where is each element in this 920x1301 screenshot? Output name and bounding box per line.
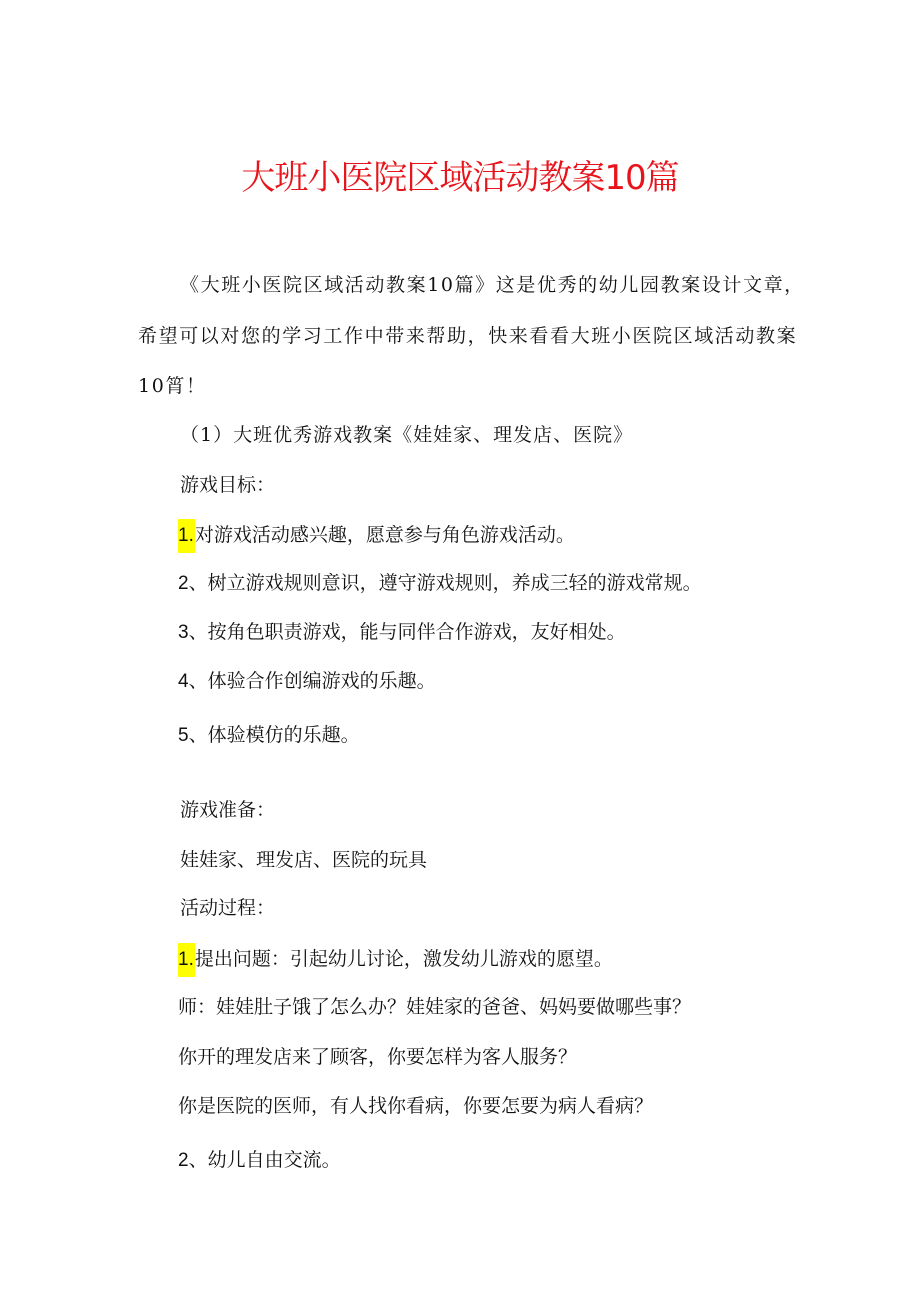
process-step-number: 1. bbox=[178, 943, 195, 977]
process-line: 师：娃娃肚子饿了怎么办？娃娃家的爸爸、妈妈要做哪些事？ bbox=[178, 996, 692, 1018]
goal-item bbox=[178, 617, 626, 648]
intro-line-2: 希望可以对您的学习工作中带来帮助，快来看看大班小医院区域活动教案 bbox=[138, 325, 798, 347]
process-step-text: 提出问题：引起幼儿讨论，激发幼儿游戏的愿望。 bbox=[194, 948, 613, 970]
process-line: 你开的理发店来了顾客，你要怎样为客人服务？ bbox=[178, 1046, 578, 1068]
goal-item-text: 对游戏活动感兴趣，愿意参与角色游戏活动。 bbox=[194, 524, 575, 546]
goal-item bbox=[178, 519, 575, 553]
preparation-heading: 游戏准备： bbox=[180, 799, 276, 821]
process-step-text: 幼儿自由交流。 bbox=[207, 1149, 341, 1171]
goal-item-text: 体验模仿的乐趣。 bbox=[207, 724, 360, 746]
goals-heading: 游戏目标： bbox=[180, 474, 276, 496]
goal-item bbox=[178, 568, 702, 599]
goal-item bbox=[178, 720, 360, 751]
process-step bbox=[178, 943, 613, 977]
goal-item-number: 3、 bbox=[178, 622, 208, 643]
goal-item-number: 2、 bbox=[178, 573, 208, 594]
process-line: 你是医院的医师，有人找你看病，你要怎要为病人看病？ bbox=[178, 1095, 654, 1117]
goal-item-number: 4、 bbox=[178, 671, 208, 692]
intro-line-1: 《大班小医院区域活动教案10篇》这是优秀的幼儿园教案设计文章， bbox=[180, 274, 805, 296]
section-heading: （1）大班优秀游戏教案《娃娃家、理发店、医院》 bbox=[180, 424, 634, 446]
process-heading: 活动过程： bbox=[180, 897, 276, 919]
goal-item-text: 按角色职责游戏，能与同伴合作游戏，友好相处。 bbox=[207, 621, 626, 643]
goal-item-number: 1. bbox=[178, 519, 195, 553]
intro-line-3: 10筲！ bbox=[138, 375, 207, 397]
goal-item-text: 体验合作创编游戏的乐趣。 bbox=[207, 670, 436, 692]
process-step-number: 2、 bbox=[178, 1150, 208, 1171]
document-title: 大班小医院区域活动教案10篇 bbox=[241, 158, 679, 198]
goal-item bbox=[178, 666, 436, 697]
goal-item-number: 5、 bbox=[178, 725, 208, 746]
process-step bbox=[178, 1145, 341, 1176]
preparation-text: 娃娃家、理发店、医院的玩具 bbox=[180, 849, 428, 871]
goal-item-text: 树立游戏规则意识，遵守游戏规则，养成三轻的游戏常规。 bbox=[207, 572, 702, 594]
